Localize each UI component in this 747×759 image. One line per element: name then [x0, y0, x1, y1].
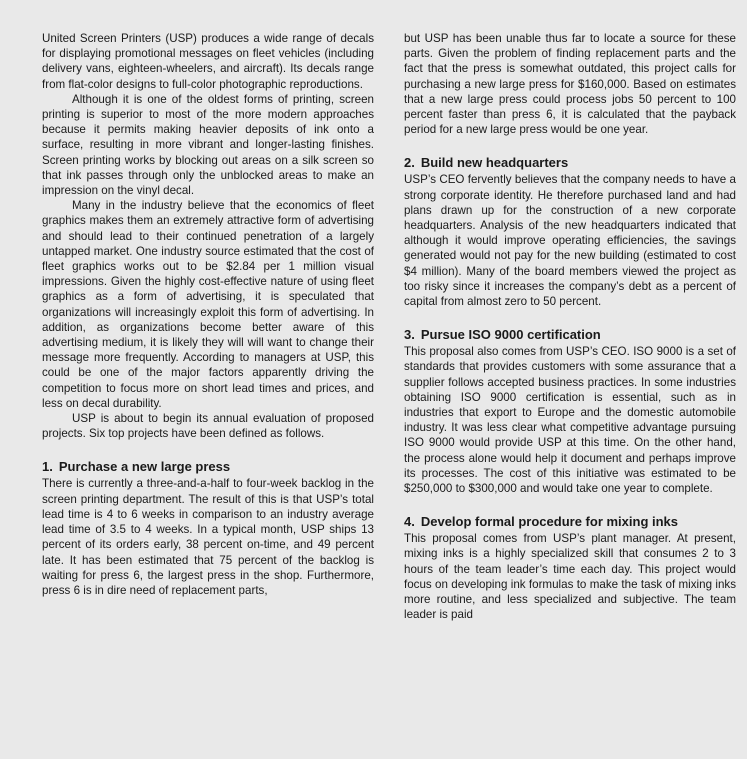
section-title: Develop formal procedure for mixing inks	[420, 514, 679, 530]
continuation-paragraph: but USP has been unable thus far to locate a source for these parts. Given the problem of finding replacement parts and the fact that the press is somewhat outdated, this project calls for purchasing a new large press for $160,000. Based on estimates that a new large press could process jobs 50 percent to 100 percent faster than press 6, it is calculated that the payback period for a new large press would be one year.	[404, 32, 736, 137]
section-title: Build new headquarters	[420, 155, 569, 171]
section-number: 1.	[42, 459, 53, 475]
body-paragraph: USP is about to begin its annual evaluation of proposed projects. Six top projects have been defined as follows.	[42, 412, 374, 441]
section-body-1: There is currently a three-and-a-half to four-week backlog in the screen printing department. The result of this is that USP’s total lead time is 4 to 6 weeks in comparison to an industry average lead time of 3.5 to 4 weeks. In a typical month, USP ships 13 percent of its orders early, 38 percent on-time, and 49 percent late. It has been estimated that 75 percent of the backlog is waiting for press 6, the largest press in the shop. Furthermore, press 6 is in dire need of replacement parts,	[42, 477, 374, 597]
section-heading-1	[42, 458, 374, 476]
right-column	[404, 31, 736, 623]
section-body-4: This proposal comes from USP’s plant manager. At present, mixing inks is a highly specialized skill that consumes 2 to 3 hours of the team leader’s time each day. This project would focus on developing ink formulas to make the task of mixing inks more routine, and less specialized and subjective. The team leader is paid	[404, 532, 736, 622]
section-title: Pursue ISO 9000 certification	[420, 327, 601, 343]
section-body-3: This proposal also comes from USP’s CEO. ISO 9000 is a set of standards that provides customers with some assurance that a supplier follows accepted business practices. In some industries obtaining ISO 9000 certification is essential, such as in industries that export to Europe and the domestic automobile industry. It was less clear what competitive advantage pursuing ISO 9000 would provide USP at this time. On the other hand, the process alone would help it document and perhaps improve its processes. The cost of this initiative was estimated to be $250,000 to $300,000 and would take one year to complete.	[404, 345, 736, 496]
section-body-2: USP’s CEO fervently believes that the company needs to have a strong corporate identity. He therefore purchased land and had plans drawn up for the construction of a new corporate headquarters. Analysis of the new headquarters indicated that although it would improve operating efficiencies, the savings generated would not pay for the new building (estimated to cost $4 million). Many of the board members viewed the project as too risky since it increases the company’s debt as a percent of capital from almost zero to 50 percent.	[404, 173, 736, 309]
body-paragraph: Many in the industry believe that the economics of fleet graphics makes them an extremely attractive form of advertising and should lead to their continued penetration of a largely untapped market. One industry source estimated that the cost of fleet graphics works out to be $2.84 per 1 million visual impressions. Given the highly cost-effective nature of using fleet graphics as a form of advertising, it is speculated that organizations will increasingly exploit this form of advertising. In addition, as organizations become better aware of this advertising medium, it is likely they will will want to change their message more frequently. According to managers at USP, this could be one of the major factors apparently driving the competition to focus more on short lead times and prices, and less on decal durability.	[42, 199, 374, 410]
section-number: 2.	[404, 155, 415, 171]
body-paragraph: Although it is one of the oldest forms of printing, screen printing is superior to most of the more modern approaches because it permits making heavier deposits of ink onto a surface, resulting in more vibrant and longer-lasting finishes. Screen printing works by blocking out areas on a silk screen so that ink passes through only the unblocked areas to make an impression on the vinyl decal.	[42, 92, 374, 198]
section-heading-4	[404, 513, 736, 531]
intro-paragraph: United Screen Printers (USP) produces a wide range of decals for displaying promotional messages on fleet vehicles (including delivery vans, eighteen-wheelers, and aircraft). Its decals range from flat-color designs to full-color photographic reproductions.	[42, 32, 374, 91]
section-title: Purchase a new large press	[58, 459, 231, 475]
left-column	[42, 31, 374, 598]
section-number: 4.	[404, 514, 415, 530]
section-number: 3.	[404, 327, 415, 343]
section-heading-2	[404, 154, 736, 172]
section-heading-3	[404, 326, 736, 344]
